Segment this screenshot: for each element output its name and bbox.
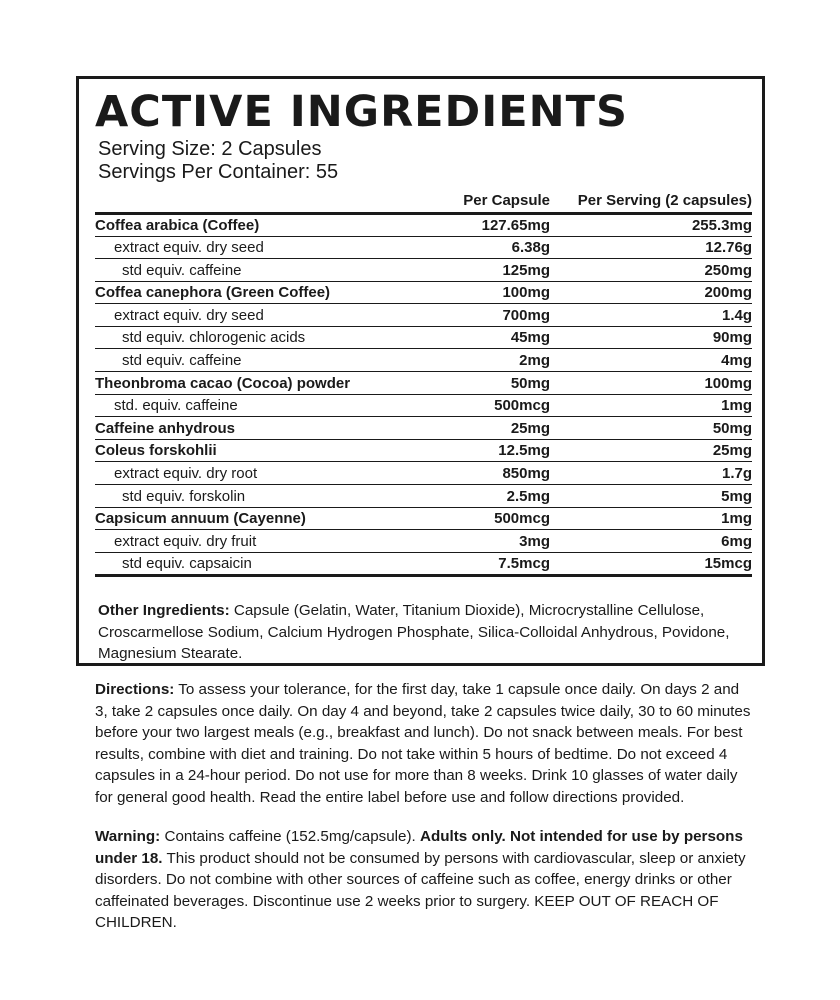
per-serving-amount: 6mg bbox=[550, 530, 752, 553]
directions-label: Directions: bbox=[95, 681, 175, 698]
other-ingredients bbox=[98, 600, 748, 665]
table-row bbox=[95, 394, 752, 417]
warning-text: Contains caffeine (152.5mg/capsule). bbox=[160, 828, 420, 845]
per-serving-amount: 12.76g bbox=[550, 236, 752, 259]
table-row bbox=[95, 507, 752, 530]
table-header-row bbox=[95, 189, 752, 213]
per-capsule-amount: 12.5mg bbox=[435, 439, 550, 462]
per-capsule-amount: 100mg bbox=[435, 281, 550, 304]
supplement-facts-panel bbox=[76, 76, 765, 666]
ingredient-name: Capsicum annuum (Cayenne) bbox=[95, 507, 435, 530]
panel-title: ACTIVE INGREDIENTS bbox=[95, 87, 628, 137]
table-row bbox=[95, 462, 752, 485]
table-row bbox=[95, 304, 752, 327]
ingredient-name: Coleus forskohlii bbox=[95, 439, 435, 462]
ingredient-name: std equiv. forskolin bbox=[95, 485, 435, 508]
table-row bbox=[95, 326, 752, 349]
directions-text: To assess your tolerance, for the first day, take 1 capsule once daily. On days 2 and 3, take 2 capsules once daily. On day 4 and beyond, take 2 capsules twice daily, 30 to 60 minutes before your two largest meals (e.g., breakfast and lunch). Do not snack between meals. For best results, combine with diet and training. Do not take within 5 hours of bedtime. Do not exceed 4 capsules in a 24-hour period. Do not use for more than 8 weeks. Drink 10 glasses of water daily for general good health. Read the entire label before use and follow directions provided. bbox=[95, 681, 751, 806]
ingredient-name: Theonbroma cacao (Cocoa) powder bbox=[95, 372, 435, 395]
ingredient-name: std equiv. capsaicin bbox=[95, 552, 435, 575]
ingredient-name: std equiv. caffeine bbox=[95, 259, 435, 282]
per-serving-amount: 1.4g bbox=[550, 304, 752, 327]
warning-paragraph bbox=[95, 826, 755, 934]
table-row bbox=[95, 349, 752, 372]
per-capsule-amount: 7.5mcg bbox=[435, 552, 550, 575]
per-capsule-amount: 125mg bbox=[435, 259, 550, 282]
warning-age-restriction: Adults only. Not intended for use by persons under 18. bbox=[95, 828, 743, 867]
table-row bbox=[95, 281, 752, 304]
per-serving-amount: 1.7g bbox=[550, 462, 752, 485]
per-serving-amount: 25mg bbox=[550, 439, 752, 462]
per-capsule-amount: 3mg bbox=[435, 530, 550, 553]
per-capsule-amount: 6.38g bbox=[435, 236, 550, 259]
ingredient-name: extract equiv. dry seed bbox=[95, 304, 435, 327]
column-header-per-serving: Per Serving (2 capsules) bbox=[550, 189, 752, 213]
serving-size: Serving Size: 2 Capsules bbox=[98, 138, 322, 160]
per-serving-amount: 1mg bbox=[550, 507, 752, 530]
table-row bbox=[95, 417, 752, 440]
servings-per-container: Servings Per Container: 55 bbox=[98, 161, 339, 183]
ingredient-name: std equiv. caffeine bbox=[95, 349, 435, 372]
column-header-ingredient bbox=[95, 189, 435, 213]
directions-paragraph bbox=[95, 679, 755, 808]
per-capsule-amount: 127.65mg bbox=[435, 213, 550, 236]
ingredient-name: std. equiv. caffeine bbox=[95, 394, 435, 417]
per-serving-amount: 5mg bbox=[550, 485, 752, 508]
other-ingredients-text: Capsule (Gelatin, Water, Titanium Dioxide), Microcrystalline Cellulose, Croscarmellose Sodium, Calcium Hydrogen Phosphate, Silica-Colloidal Anhydrous, Povidone, Magnesium Stearate. bbox=[98, 602, 730, 662]
warning-text-continued: This product should not be consumed by persons with cardiovascular, sleep or anxiety disorders. Do not combine with other sources of caffeine such as coffee, energy drinks or other caffeinated beverages. Discontinue use 2 weeks prior to surgery. KEEP OUT OF REACH OF CHILDREN. bbox=[95, 849, 746, 931]
table-row bbox=[95, 372, 752, 395]
ingredients-table bbox=[95, 189, 752, 577]
table-row bbox=[95, 439, 752, 462]
per-capsule-amount: 50mg bbox=[435, 372, 550, 395]
column-header-per-capsule: Per Capsule bbox=[435, 189, 550, 213]
per-capsule-amount: 2.5mg bbox=[435, 485, 550, 508]
per-capsule-amount: 500mcg bbox=[435, 507, 550, 530]
per-serving-amount: 250mg bbox=[550, 259, 752, 282]
per-serving-amount: 200mg bbox=[550, 281, 752, 304]
per-capsule-amount: 850mg bbox=[435, 462, 550, 485]
table-row bbox=[95, 213, 752, 236]
ingredient-name: Coffea arabica (Coffee) bbox=[95, 213, 435, 236]
per-serving-amount: 255.3mg bbox=[550, 213, 752, 236]
ingredient-name: extract equiv. dry root bbox=[95, 462, 435, 485]
other-ingredients-label: Other Ingredients: bbox=[98, 602, 230, 619]
ingredient-name: extract equiv. dry seed bbox=[95, 236, 435, 259]
table-row bbox=[95, 552, 752, 575]
ingredient-name: extract equiv. dry fruit bbox=[95, 530, 435, 553]
per-serving-amount: 4mg bbox=[550, 349, 752, 372]
per-serving-amount: 50mg bbox=[550, 417, 752, 440]
table-row bbox=[95, 236, 752, 259]
ingredient-name: Coffea canephora (Green Coffee) bbox=[95, 281, 435, 304]
table-row bbox=[95, 259, 752, 282]
per-serving-amount: 90mg bbox=[550, 326, 752, 349]
per-serving-amount: 100mg bbox=[550, 372, 752, 395]
per-capsule-amount: 500mcg bbox=[435, 394, 550, 417]
per-serving-amount: 1mg bbox=[550, 394, 752, 417]
table-row bbox=[95, 485, 752, 508]
per-capsule-amount: 25mg bbox=[435, 417, 550, 440]
ingredient-name: Caffeine anhydrous bbox=[95, 417, 435, 440]
per-serving-amount: 15mcg bbox=[550, 552, 752, 575]
table-row bbox=[95, 530, 752, 553]
per-capsule-amount: 45mg bbox=[435, 326, 550, 349]
per-capsule-amount: 700mg bbox=[435, 304, 550, 327]
per-capsule-amount: 2mg bbox=[435, 349, 550, 372]
warning-label: Warning: bbox=[95, 828, 161, 845]
ingredient-name: std equiv. chlorogenic acids bbox=[95, 326, 435, 349]
